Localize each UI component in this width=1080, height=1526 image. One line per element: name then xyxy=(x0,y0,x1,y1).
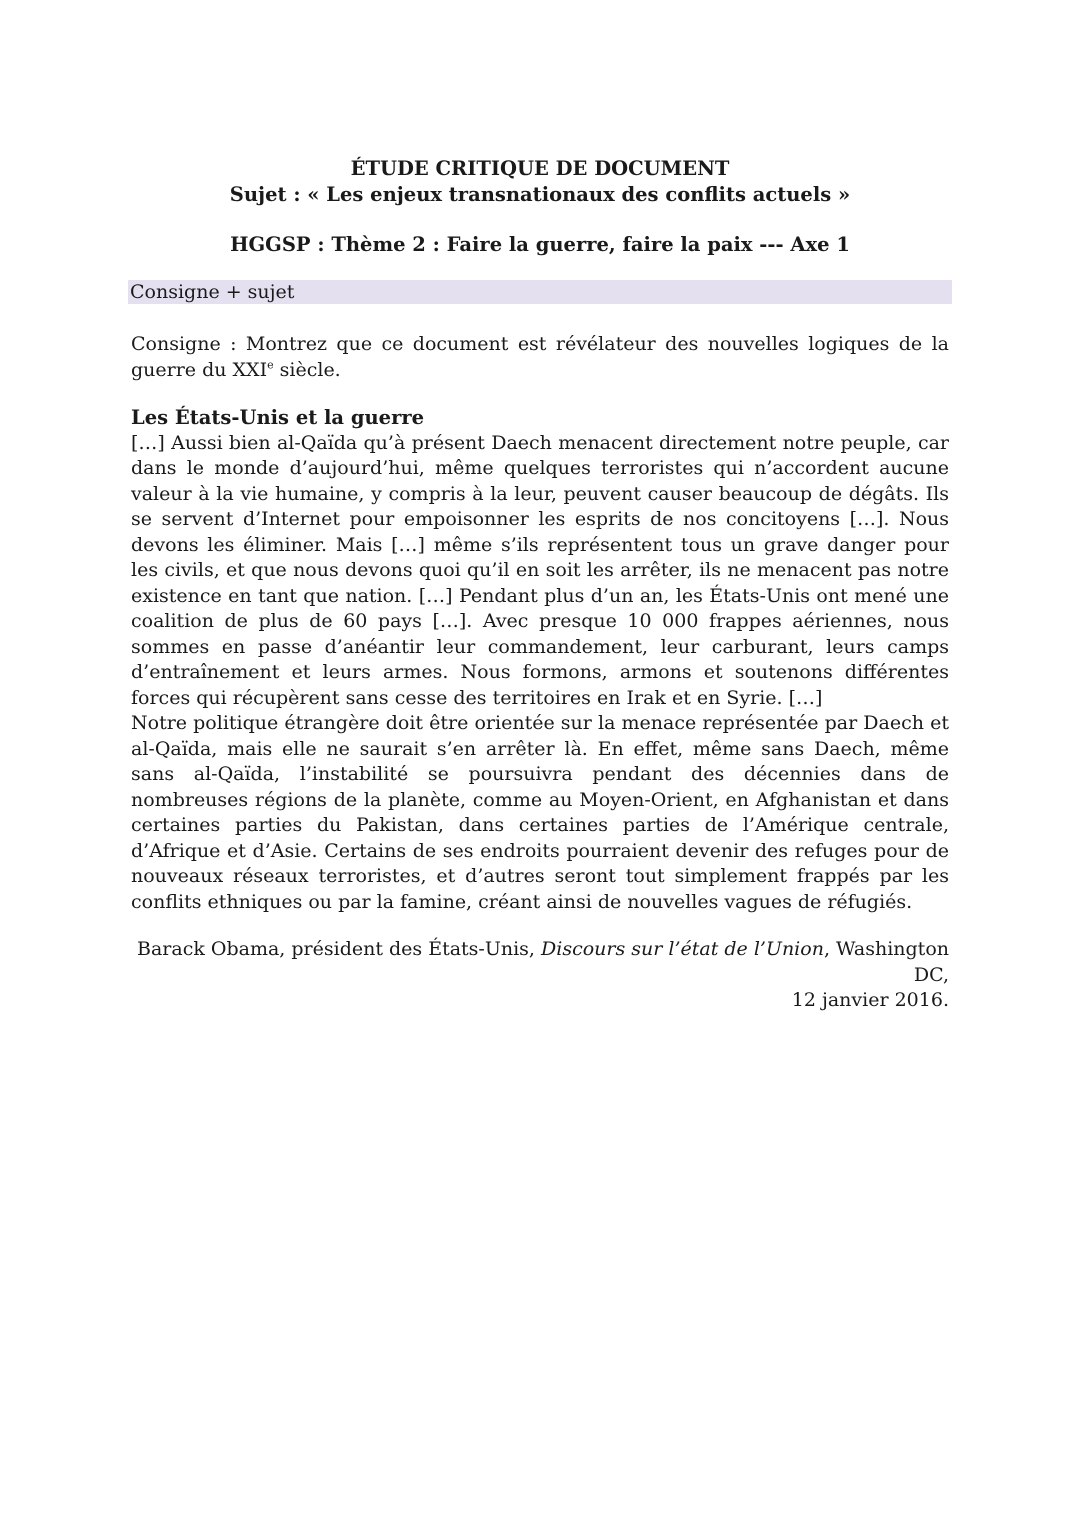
document-title: ÉTUDE CRITIQUE DE DOCUMENT xyxy=(350,157,730,180)
source-work: Discours sur l’état de l’Union xyxy=(541,938,824,960)
source-citation xyxy=(131,937,949,1014)
century-superscript: e xyxy=(267,358,274,372)
page-content xyxy=(131,156,949,1014)
excerpt-paragraph-1: […] Aussi bien al-Qaïda qu’à présent Daech menacent directement notre peuple, car dans le monde d’aujourd’hui, même quelques terroristes qui n’accordent aucune valeur à la vie humaine, y compris à la leur, peuvent causer beaucoup de dégâts. Ils se servent d’Internet pour empoisonner les esprits de nos concitoyens […]. Nous devons les éliminer. Mais […] même s’ils représentent tous un grave danger pour les civils, et que nous devons quoi qu’il en soit les arrêter, ils ne menacent pas notre existence en tant que nation. […] Pendant plus d’un an, les États-Unis ont mené une coalition de plus de 60 pays […]. Avec presque 10 000 frappes aériennes, nous sommes en passe d’anéantir leur commandement, leur carburant, leurs camps d’entraînement et leurs armes. Nous formons, armons et soutenons différentes forces qui récupèrent sans cesse des territoires en Irak et en Syrie. […] xyxy=(131,431,949,709)
source-date: 12 janvier 2016. xyxy=(791,989,949,1011)
excerpt-body xyxy=(131,431,949,916)
consigne-end: siècle. xyxy=(273,358,341,381)
section-bar-consigne: Consigne + sujet xyxy=(128,280,952,304)
excerpt-title: Les États-Unis et la guerre xyxy=(131,406,425,429)
consigne-text xyxy=(131,332,949,383)
document-header xyxy=(131,156,949,208)
document-subject: Sujet : « Les enjeux transnationaux des conflits actuels » xyxy=(229,183,851,206)
source-author: Barack Obama, président des États-Unis, xyxy=(137,938,542,960)
excerpt-paragraph-2: Notre politique étrangère doit être orientée sur la menace représentée par Daech et al-Qaïda, mais elle ne saurait s’en arrêter là. En effet, même sans Daech, même sans al-Qaïda, l’instabilité se poursuivra pendant des décennies dans de nombreuses régions de la planète, comme au Moyen-Orient, en Afghanistan et dans certaines parties du Pakistan, dans certaines parties de l’Amérique centrale, d’Afrique et d’Asie. Certains de ses endroits pourraient devenir des refuges pour de nouveaux réseaux terroristes, et d’autres seront tout simplement frappés par les conflits ethniques ou par la famine, créant ainsi de nouvelles vagues de réfugiés. xyxy=(131,712,949,913)
consigne-main: Consigne : Montrez que ce document est révélateur des nouvelles logiques de la guerre du XXI xyxy=(131,333,949,381)
source-place: , Washington DC, xyxy=(823,938,949,986)
theme-heading: HGGSP : Thème 2 : Faire la guerre, faire la paix --- Axe 1 xyxy=(230,233,850,256)
source-line-1 xyxy=(131,937,949,988)
